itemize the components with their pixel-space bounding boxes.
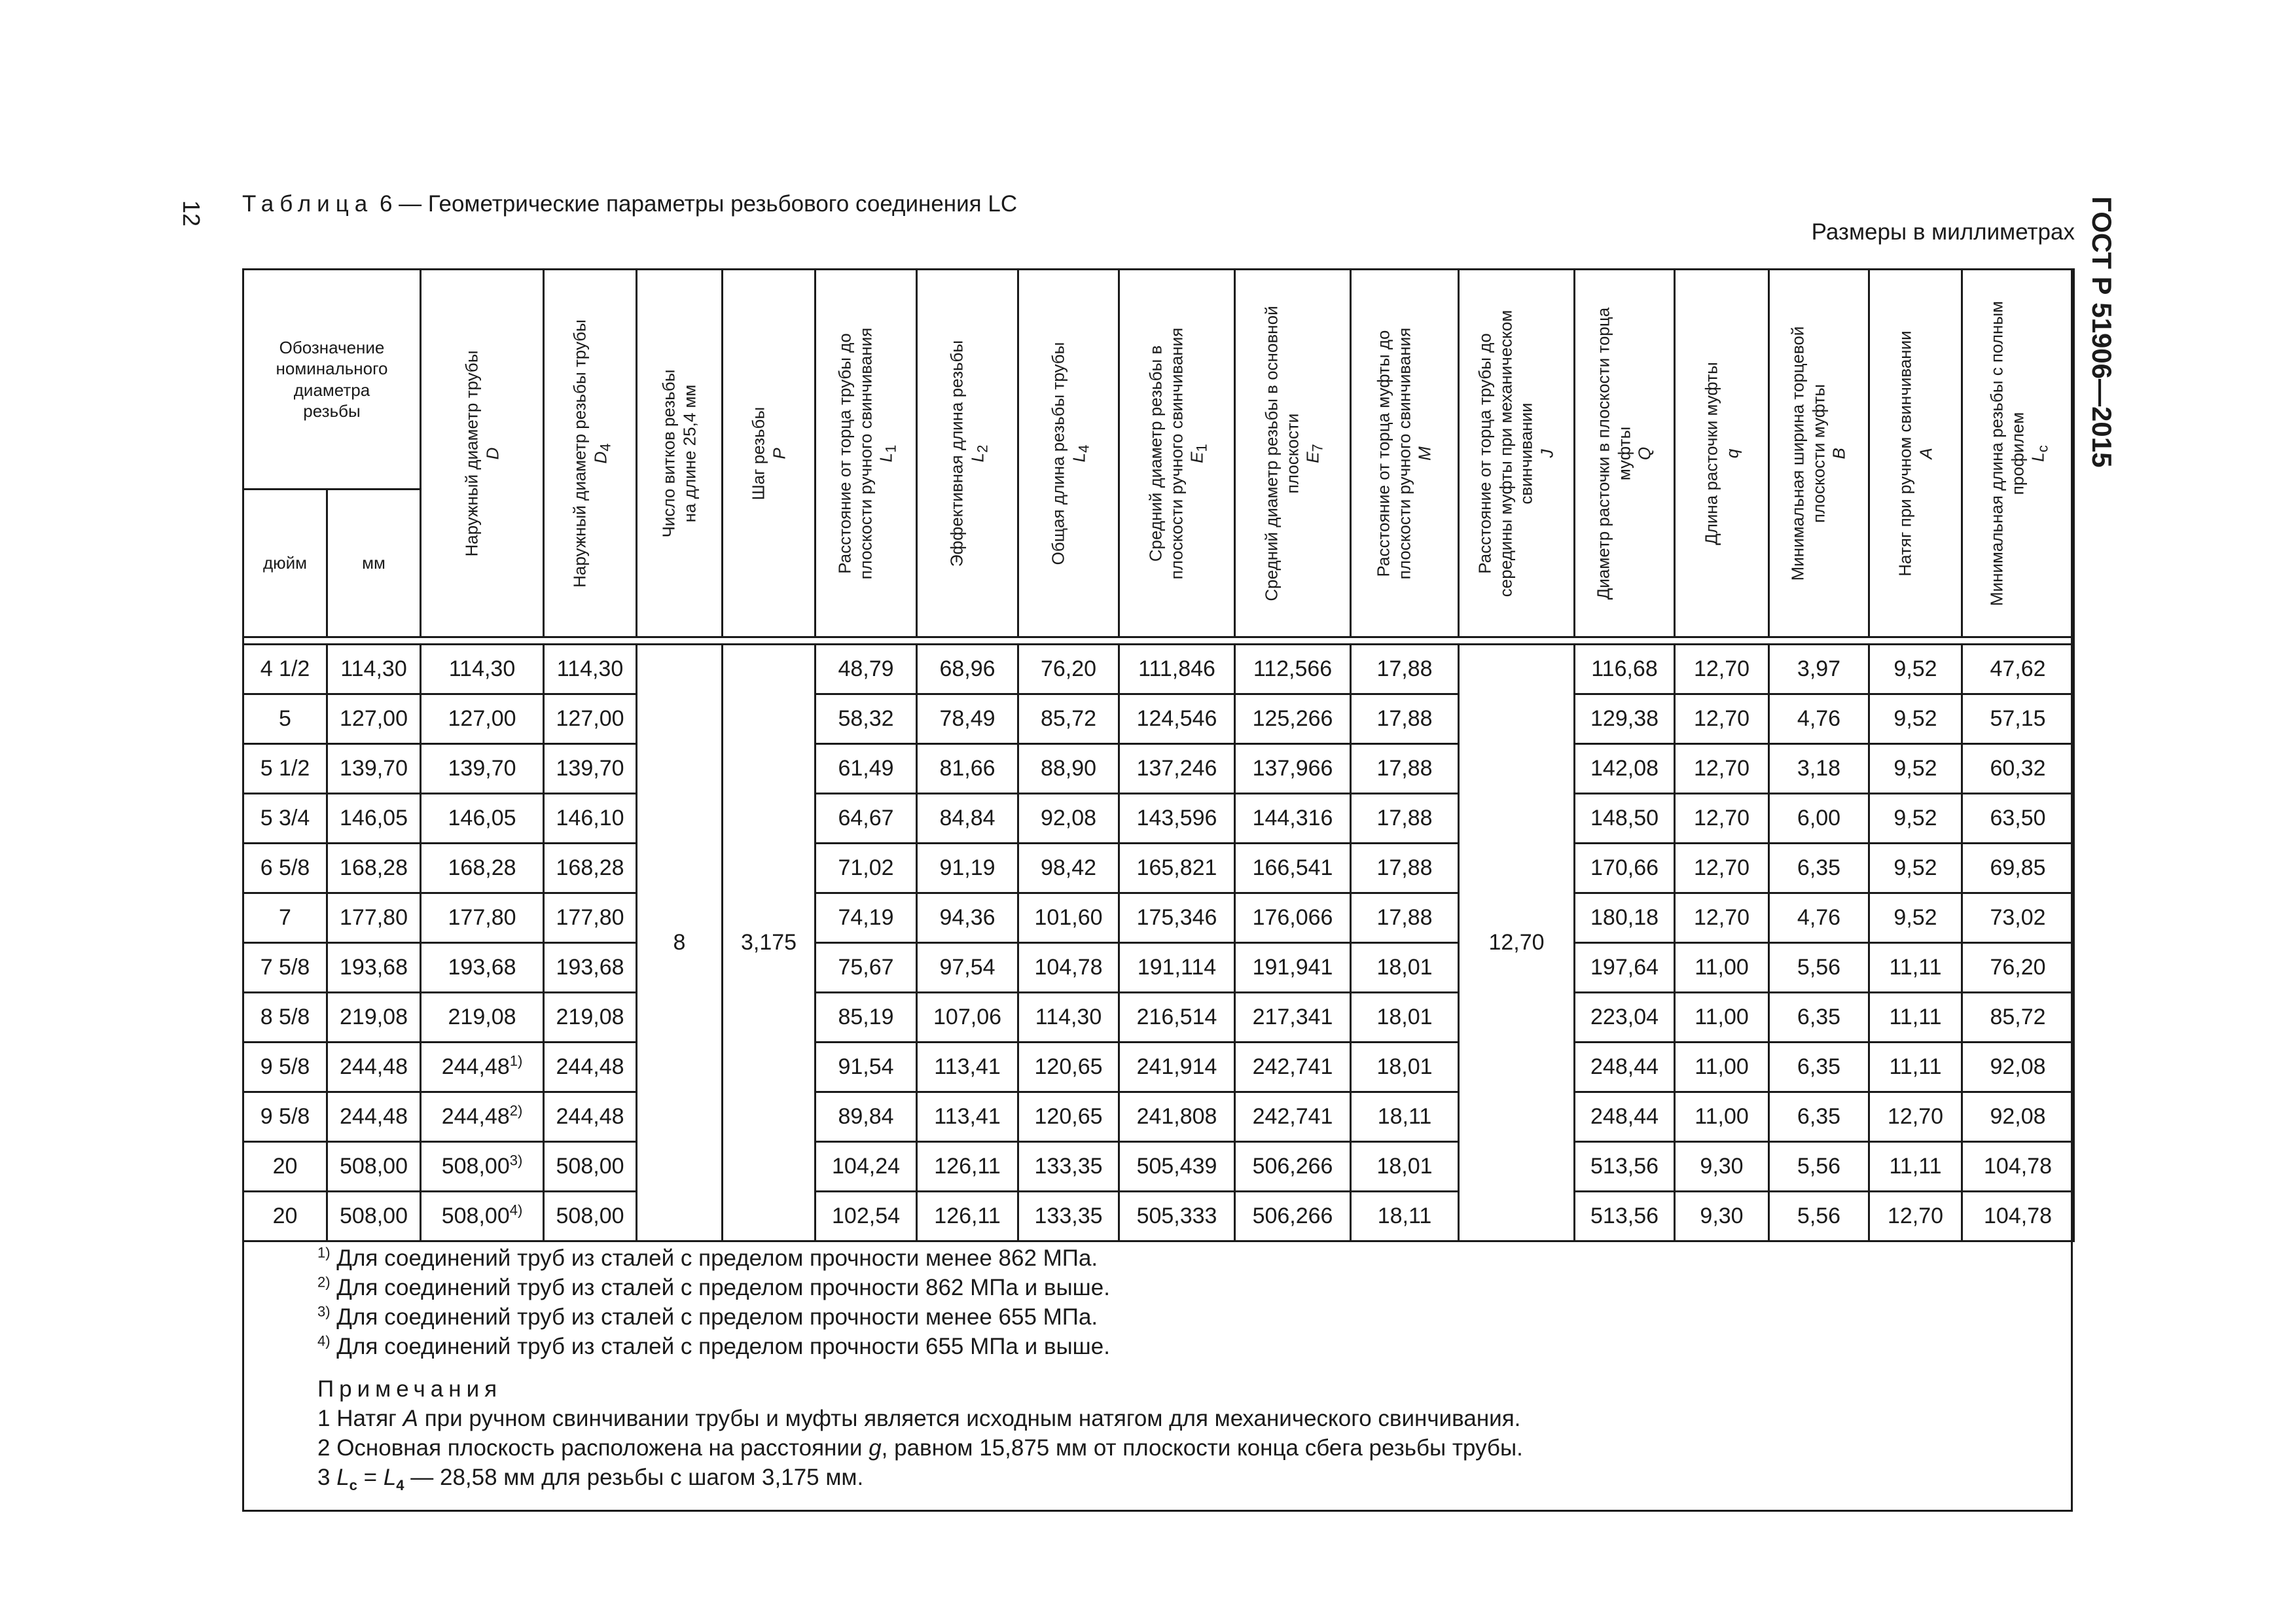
cell-B: 4,76 [1769,694,1869,744]
cell-L2: 78,49 [917,694,1018,744]
cell-M: 17,88 [1351,794,1459,844]
cell-D: 508,00$^{4)}$ [421,1192,544,1241]
cell-L4: 120,65 [1018,1092,1119,1142]
cell-D: 127,00 [421,694,544,744]
cell-D: 244,48$^{2)}$ [421,1092,544,1142]
cell-q: 12,70 [1675,694,1769,744]
table-row [243,893,2074,943]
header-D4: Наружный диаметр резьбы трубы $D_4$ [544,270,637,637]
cell-L2: 94,36 [917,893,1018,943]
cell-A: 9,52 [1869,694,1962,744]
header-E1: Средний диаметр резьбы в плоскости ручного свинчивания $E_1$ [1119,270,1235,637]
cell-B: 5,56 [1769,1142,1869,1192]
cell-A: 9,52 [1869,645,1962,694]
cell-Q: 129,38 [1575,694,1675,744]
table-row [243,943,2074,993]
cell-D4: 508,00 [544,1192,637,1241]
cell-B: 5,56 [1769,1192,1869,1241]
cell-Q: 223,04 [1575,993,1675,1043]
cell-M: 18,11 [1351,1092,1459,1142]
cell-D4: 219,08 [544,993,637,1043]
cell-D: 114,30 [421,645,544,694]
cell-mm: 114,30 [327,645,421,694]
cell-inch: 6 5/8 [243,844,327,893]
cell-q: 11,00 [1675,943,1769,993]
cell-D: 219,08 [421,993,544,1043]
cell-M: 17,88 [1351,893,1459,943]
cell-D4: 193,68 [544,943,637,993]
cell-B: 5,56 [1769,943,1869,993]
cell-E1: 124,546 [1119,694,1235,744]
cell-L2: 126,11 [917,1142,1018,1192]
cell-D4: 244,48 [544,1092,637,1142]
header-Lc: Минимальная длина резьбы с полным профилем $L_c$ [1962,270,2074,637]
cell-inch: 9 5/8 [243,1092,327,1142]
cell-E7: 506,266 [1235,1192,1351,1241]
cell-D4: 127,00 [544,694,637,744]
cell-E7: 242,741 [1235,1092,1351,1142]
cell-E1: 505,333 [1119,1192,1235,1241]
cell-E1: 111,846 [1119,645,1235,694]
cell-M: 17,88 [1351,645,1459,694]
cell-A: 9,52 [1869,794,1962,844]
note-1: 1 Натяг A при ручном свинчивании трубы и муфты является исходным натягом для механического свинчивания. [317,1406,1521,1431]
cell-E1: 143,596 [1119,794,1235,844]
cell-E7: 112,566 [1235,645,1351,694]
cell-inch: 20 [243,1192,327,1241]
cell-inch: 20 [243,1142,327,1192]
cell-L4: 85,72 [1018,694,1119,744]
cell-q: 12,70 [1675,893,1769,943]
cell-B: 6,35 [1769,1092,1869,1142]
cell-E7: 137,966 [1235,744,1351,794]
cell-mm: 244,48 [327,1092,421,1142]
cell-L4: 120,65 [1018,1043,1119,1092]
cell-D: 146,05 [421,794,544,844]
table-row [243,645,2074,694]
header-M: Расстояние от торца муфты до плоскости ручного свинчивания M [1351,270,1459,637]
cell-L2: 81,66 [917,744,1018,794]
cell-Q: 170,66 [1575,844,1675,893]
footnote-1: $^{1)}$ Для соединений труб из сталей с пределом прочности менее 862 МПа. [317,1244,1098,1271]
caption-title: 6 — Геометрические параметры резьбового соединения LC [373,191,1018,217]
cell-mm: 219,08 [327,993,421,1043]
table-row [243,794,2074,844]
cell-Lc: 57,15 [1962,694,2074,744]
table-notes [317,1243,1523,1492]
cell-inch: 5 3/4 [243,794,327,844]
cell-L4: 133,35 [1018,1142,1119,1192]
header-D: Наружный диаметр трубы D [421,270,544,637]
cell-A: 9,52 [1869,844,1962,893]
note-3: 3 $L_c = L_4$ — 28,58 мм для резьбы с шагом 3,175 мм. [317,1465,864,1493]
cell-mm: 193,68 [327,943,421,993]
cell-L1: 58,32 [816,694,917,744]
table-row [243,744,2074,794]
cell-A: 12,70 [1869,1192,1962,1241]
cell-B: 4,76 [1769,893,1869,943]
notes-heading: Примечания [317,1376,503,1402]
cell-L1: 75,67 [816,943,917,993]
cell-D4: 139,70 [544,744,637,794]
cell-E1: 241,914 [1119,1043,1235,1092]
units-note: Размеры в миллиметрах [1811,219,2075,245]
footnote-4: $^{4)}$ Для соединений труб из сталей с пределом прочности 655 МПа и выше. [317,1332,1110,1359]
cell-L4: 76,20 [1018,645,1119,694]
page-number: 12 [178,200,205,227]
cell-L2: 91,19 [917,844,1018,893]
header-L1: Расстояние от торца трубы до плоскости ручного свинчивания $L_1$ [816,270,917,637]
cell-Q: 142,08 [1575,744,1675,794]
cell-M: 18,11 [1351,1192,1459,1241]
cell-L1: 48,79 [816,645,917,694]
table-caption [242,191,1017,217]
cell-Q: 248,44 [1575,1092,1675,1142]
cell-L4: 98,42 [1018,844,1119,893]
cell-Q: 197,64 [1575,943,1675,993]
footnote-2: $^{2)}$ Для соединений труб из сталей с пределом прочности 862 МПа и выше. [317,1274,1110,1300]
cell-M: 17,88 [1351,744,1459,794]
cell-B: 6,35 [1769,844,1869,893]
cell-L1: 91,54 [816,1043,917,1092]
cell-inch: 8 5/8 [243,993,327,1043]
cell-L2: 97,54 [917,943,1018,993]
cell-Lc: 92,08 [1962,1092,2074,1142]
cell-E7: 191,941 [1235,943,1351,993]
table-row [243,1092,2074,1142]
cell-A: 11,11 [1869,993,1962,1043]
cell-Q: 148,50 [1575,794,1675,844]
cell-D4: 146,10 [544,794,637,844]
table-row [243,1043,2074,1092]
cell-B: 3,18 [1769,744,1869,794]
cell-Lc: 104,78 [1962,1142,2074,1192]
header-designation: Обозначение номинального диаметра резьбы [243,270,421,490]
cell-D4: 508,00 [544,1142,637,1192]
cell-L2: 68,96 [917,645,1018,694]
header-J: Расстояние от торца трубы до середины муфты при механическом свинчивании J [1459,270,1575,637]
cell-inch: 7 5/8 [243,943,327,993]
cell-L4: 92,08 [1018,794,1119,844]
header-L2: Эффективная длина резьбы $L_2$ [917,270,1018,637]
cell-E7: 242,741 [1235,1043,1351,1092]
cell-inch: 5 1/2 [243,744,327,794]
cell-mm: 168,28 [327,844,421,893]
cell-A: 11,11 [1869,1142,1962,1192]
cell-E7: 506,266 [1235,1142,1351,1192]
header-A: Натяг при ручном свинчивании A [1869,270,1962,637]
cell-L4: 133,35 [1018,1192,1119,1241]
header-E7: Средний диаметр резьбы в основной плоскости $E_7$ [1235,270,1351,637]
cell-D: 508,00$^{3)}$ [421,1142,544,1192]
cell-M: 18,01 [1351,943,1459,993]
cell-Q: 180,18 [1575,893,1675,943]
cell-mm: 244,48 [327,1043,421,1092]
cell-E7: 125,266 [1235,694,1351,744]
document-code [2088,196,2147,471]
cell-E1: 175,346 [1119,893,1235,943]
cell-q: 9,30 [1675,1142,1769,1192]
cell-M: 17,88 [1351,844,1459,893]
cell-q: 11,00 [1675,1092,1769,1142]
cell-Lc: 85,72 [1962,993,2074,1043]
cell-inch: 9 5/8 [243,1043,327,1092]
header-Q: Диаметр расточки в плоскости торца муфты Q [1575,270,1675,637]
cell-D4: 177,80 [544,893,637,943]
cell-Lc: 76,20 [1962,943,2074,993]
cell-J: 12,70 [1459,645,1575,1241]
cell-turns: 8 [637,645,723,1241]
cell-E1: 137,246 [1119,744,1235,794]
cell-Q: 513,56 [1575,1192,1675,1241]
cell-L4: 104,78 [1018,943,1119,993]
cell-E1: 191,114 [1119,943,1235,993]
cell-D: 139,70 [421,744,544,794]
cell-L2: 126,11 [917,1192,1018,1241]
cell-L1: 104,24 [816,1142,917,1192]
cell-Lc: 69,85 [1962,844,2074,893]
table-row [243,1192,2074,1241]
document-code-text: ГОСТ Р 51906—2015 [2087,196,2117,468]
cell-D4: 244,48 [544,1043,637,1092]
cell-inch: 5 [243,694,327,744]
cell-A: 9,52 [1869,893,1962,943]
cell-L4: 88,90 [1018,744,1119,794]
cell-Q: 116,68 [1575,645,1675,694]
cell-L1: 74,19 [816,893,917,943]
cell-E1: 216,514 [1119,993,1235,1043]
cell-B: 3,97 [1769,645,1869,694]
cell-inch: 7 [243,893,327,943]
header-turns: Число витков резьбы на длине 25,4 мм [637,270,723,637]
cell-A: 12,70 [1869,1092,1962,1142]
cell-L1: 64,67 [816,794,917,844]
cell-L2: 113,41 [917,1092,1018,1142]
cell-mm: 508,00 [327,1192,421,1241]
cell-Lc: 60,32 [1962,744,2074,794]
cell-B: 6,00 [1769,794,1869,844]
cell-E1: 241,808 [1119,1092,1235,1142]
cell-Lc: 92,08 [1962,1043,2074,1092]
table-row [243,993,2074,1043]
cell-mm: 508,00 [327,1142,421,1192]
cell-L2: 107,06 [917,993,1018,1043]
cell-q: 11,00 [1675,993,1769,1043]
cell-mm: 177,80 [327,893,421,943]
cell-mm: 139,70 [327,744,421,794]
cell-B: 6,35 [1769,1043,1869,1092]
table-row [243,1142,2074,1192]
cell-A: 9,52 [1869,744,1962,794]
cell-L1: 71,02 [816,844,917,893]
cell-L1: 85,19 [816,993,917,1043]
header-P: Шаг резьбы P [723,270,816,637]
cell-E1: 505,439 [1119,1142,1235,1192]
cell-q: 11,00 [1675,1043,1769,1092]
cell-M: 18,01 [1351,1043,1459,1092]
cell-D: 168,28 [421,844,544,893]
cell-D4: 168,28 [544,844,637,893]
cell-L4: 114,30 [1018,993,1119,1043]
cell-E7: 166,541 [1235,844,1351,893]
cell-L1: 102,54 [816,1192,917,1241]
cell-D: 244,48$^{1)}$ [421,1043,544,1092]
cell-D: 177,80 [421,893,544,943]
cell-L1: 61,49 [816,744,917,794]
cell-L2: 84,84 [917,794,1018,844]
cell-B: 6,35 [1769,993,1869,1043]
cell-Lc: 73,02 [1962,893,2074,943]
cell-E7: 217,341 [1235,993,1351,1043]
cell-D4: 114,30 [544,645,637,694]
caption-prefix: Таблица [242,191,374,217]
cell-mm: 127,00 [327,694,421,744]
cell-Lc: 104,78 [1962,1192,2074,1241]
cell-q: 12,70 [1675,645,1769,694]
header-L4: Общая длина резьбы трубы $L_4$ [1018,270,1119,637]
cell-E7: 176,066 [1235,893,1351,943]
header-q: Длина расточки муфты q [1675,270,1769,637]
header-B: Минимальная ширина торцевой плоскости муфты B [1769,270,1869,637]
cell-E7: 144,316 [1235,794,1351,844]
footnote-3: $^{3)}$ Для соединений труб из сталей с пределом прочности менее 655 МПа. [317,1303,1098,1330]
cell-Q: 248,44 [1575,1043,1675,1092]
cell-Q: 513,56 [1575,1142,1675,1192]
cell-q: 12,70 [1675,844,1769,893]
table-row [243,694,2074,744]
note-2: 2 Основная плоскость расположена на расстоянии g, равном 15,875 мм от плоскости конца сбега резьбы трубы. [317,1435,1523,1461]
cell-mm: 146,05 [327,794,421,844]
cell-q: 12,70 [1675,744,1769,794]
header-inch: дюйм [243,490,327,637]
cell-L4: 101,60 [1018,893,1119,943]
cell-A: 11,11 [1869,943,1962,993]
header-mm: мм [327,490,421,637]
cell-inch: 4 1/2 [243,645,327,694]
cell-M: 18,01 [1351,1142,1459,1192]
parameters-table [242,268,2075,1242]
cell-Lc: 63,50 [1962,794,2074,844]
cell-A: 11,11 [1869,1043,1962,1092]
cell-M: 18,01 [1351,993,1459,1043]
cell-L1: 89,84 [816,1092,917,1142]
table-row [243,844,2074,893]
cell-M: 17,88 [1351,694,1459,744]
cell-pitch: 3,175 [723,645,816,1241]
cell-E1: 165,821 [1119,844,1235,893]
cell-D: 193,68 [421,943,544,993]
cell-q: 12,70 [1675,794,1769,844]
cell-L2: 113,41 [917,1043,1018,1092]
cell-q: 9,30 [1675,1192,1769,1241]
cell-Lc: 47,62 [1962,645,2074,694]
